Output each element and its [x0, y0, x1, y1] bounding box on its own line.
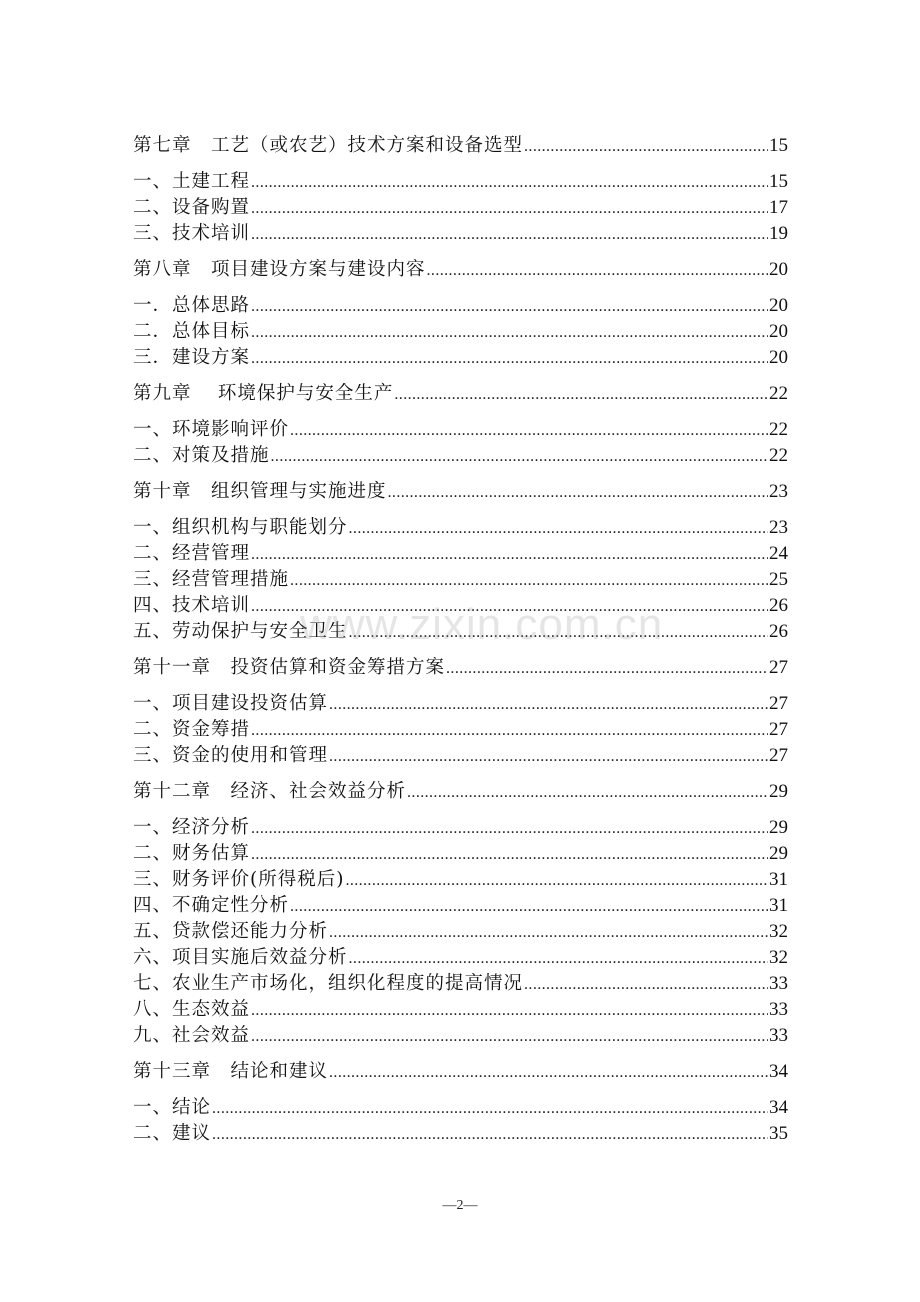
toc-section-entry[interactable] [133, 971, 788, 997]
toc-leader-dots [251, 842, 768, 868]
toc-entry-title: 第十三章 结论和建议 [133, 1061, 329, 1082]
toc-leader-dots [349, 946, 768, 972]
toc-entry-title: 第十一章 投资估算和资金筹措方案 [133, 657, 446, 678]
toc-entry-page: 22 [769, 383, 788, 404]
toc-entry-title: 一、项目建设投资估算 [133, 693, 329, 714]
toc-leader-dots [251, 998, 768, 1024]
toc-entry-page: 20 [769, 259, 788, 280]
toc-entry-title: 二、建议 [133, 1123, 212, 1144]
toc-chapter-entry[interactable] [133, 1059, 788, 1085]
toc-entry-title: 四、技术培训 [133, 595, 251, 616]
toc-leader-dots [524, 972, 768, 998]
toc-chapter-entry[interactable] [133, 479, 788, 505]
toc-leader-dots [446, 656, 768, 682]
toc-entry-title: 二．总体目标 [133, 321, 251, 342]
toc-entry-title: 一、结论 [133, 1097, 212, 1118]
toc-entry-title: 二、对策及措施 [133, 445, 270, 466]
toc-entry-page: 27 [769, 693, 788, 714]
toc-entry-title: 一、组织机构与职能划分 [133, 517, 348, 538]
toc-entry-title: 一、经济分析 [133, 817, 251, 838]
toc-entry-page: 31 [769, 869, 788, 890]
toc-entry-page: 33 [769, 973, 788, 994]
toc-section-entry[interactable] [133, 417, 788, 443]
toc-chapter-entry[interactable] [133, 381, 788, 407]
toc-section-entry[interactable] [133, 815, 788, 841]
toc-entry-page: 19 [769, 223, 788, 244]
toc-entry-title: 三、资金的使用和管理 [133, 745, 329, 766]
toc-entry-title: 一、环境影响评价 [133, 419, 290, 440]
toc-entry-title: 第七章 工艺（或农艺）技术方案和设备选型 [133, 135, 524, 156]
toc-entry-title: 二、设备购置 [133, 197, 251, 218]
toc-entry-title: 四、不确定性分析 [133, 895, 290, 916]
toc-entry-title: 第十二章 经济、社会效益分析 [133, 781, 407, 802]
toc-leader-dots [349, 516, 768, 542]
toc-leader-dots [524, 134, 768, 160]
toc-entry-page: 22 [769, 445, 788, 466]
toc-section-entry[interactable] [133, 221, 788, 247]
toc-leader-dots [290, 568, 768, 594]
toc-entry-title: 五、贷款偿还能力分析 [133, 921, 329, 942]
toc-entry-page: 34 [769, 1097, 788, 1118]
toc-section-entry[interactable] [133, 443, 788, 469]
toc-entry-page: 29 [769, 843, 788, 864]
toc-leader-dots [394, 382, 768, 408]
toc-section-entry[interactable] [133, 1121, 788, 1147]
toc-entry-title: 第十章 组织管理与实施进度 [133, 481, 387, 502]
toc-leader-dots [251, 816, 768, 842]
toc-entry-title: 七、农业生产市场化，组织化程度的提高情况 [133, 973, 524, 994]
toc-leader-dots [251, 542, 768, 568]
toc-entry-title: 一、土建工程 [133, 171, 251, 192]
toc-entry-page: 20 [769, 347, 788, 368]
toc-entry-page: 31 [769, 895, 788, 916]
toc-entry-title: 一．总体思路 [133, 295, 251, 316]
toc-leader-dots [251, 170, 768, 196]
toc-section-entry[interactable] [133, 691, 788, 717]
toc-leader-dots [290, 894, 768, 920]
toc-entry-title: 三、经营管理措施 [133, 569, 290, 590]
toc-leader-dots [251, 320, 768, 346]
toc-leader-dots [427, 258, 768, 284]
toc-leader-dots [251, 196, 768, 222]
toc-entry-title: 三、技术培训 [133, 223, 251, 244]
toc-entry-title: 二、资金筹措 [133, 719, 251, 740]
toc-entry-title: 五、劳动保护与安全卫生 [133, 621, 348, 642]
toc-entry-page: 29 [769, 781, 788, 802]
toc-section-entry[interactable] [133, 169, 788, 195]
toc-entry-title: 第九章 环境保护与安全生产 [133, 383, 394, 404]
toc-section-entry[interactable] [133, 867, 788, 893]
toc-leader-dots [329, 744, 768, 770]
toc-entry-page: 27 [769, 657, 788, 678]
toc-section-entry[interactable] [133, 997, 788, 1023]
toc-leader-dots [251, 294, 768, 320]
toc-entry-page: 20 [769, 295, 788, 316]
watermark: www.zixin.com.cn [300, 600, 664, 649]
page-number: —2— [442, 1198, 478, 1213]
toc-entry-page: 33 [769, 1025, 788, 1046]
toc-leader-dots [212, 1122, 768, 1148]
toc-entry-page: 26 [769, 621, 788, 642]
toc-section-entry[interactable] [133, 515, 788, 541]
toc-entry-page: 34 [769, 1061, 788, 1082]
toc-section-entry[interactable] [133, 919, 788, 945]
toc-section-entry[interactable] [133, 1023, 788, 1049]
toc-section-entry[interactable] [133, 567, 788, 593]
toc-section-entry[interactable] [133, 743, 788, 769]
toc-entry-title: 六、项目实施后效益分析 [133, 947, 348, 968]
toc-entry-page: 17 [769, 197, 788, 218]
toc-leader-dots [329, 920, 768, 946]
toc-section-entry[interactable] [133, 541, 788, 567]
toc-entry-page: 32 [769, 947, 788, 968]
toc-entry-page: 27 [769, 719, 788, 740]
toc-leader-dots [251, 222, 768, 248]
toc-entry-page: 23 [769, 517, 788, 538]
toc-entry-page: 23 [769, 481, 788, 502]
toc-leader-dots [290, 418, 768, 444]
toc-leader-dots [271, 444, 768, 470]
toc-leader-dots [329, 1060, 768, 1086]
toc-entry-page: 20 [769, 321, 788, 342]
toc-entry-page: 15 [769, 171, 788, 192]
toc-entry-page: 15 [769, 135, 788, 156]
toc-entry-title: 三．建设方案 [133, 347, 251, 368]
toc-section-entry[interactable] [133, 893, 788, 919]
toc-entry-title: 二、财务估算 [133, 843, 251, 864]
toc-section-entry[interactable] [133, 717, 788, 743]
toc-chapter-entry[interactable] [133, 779, 788, 805]
toc-entry-title: 第八章 项目建设方案与建设内容 [133, 259, 426, 280]
toc-entry-page: 22 [769, 419, 788, 440]
toc-section-entry[interactable] [133, 293, 788, 319]
toc-entry-title: 九、社会效益 [133, 1025, 251, 1046]
toc-entry-page: 25 [769, 569, 788, 590]
toc-chapter-entry[interactable] [133, 257, 788, 283]
toc-section-entry[interactable] [133, 945, 788, 971]
toc-chapter-entry[interactable] [133, 655, 788, 681]
toc-leader-dots [212, 1096, 768, 1122]
toc-section-entry[interactable] [133, 1095, 788, 1121]
toc-entry-page: 29 [769, 817, 788, 838]
toc-leader-dots [345, 868, 768, 894]
toc-leader-dots [251, 1024, 768, 1050]
toc-section-entry[interactable] [133, 319, 788, 345]
toc-entry-title: 八、生态效益 [133, 999, 251, 1020]
toc-section-entry[interactable] [133, 195, 788, 221]
toc-leader-dots [251, 718, 768, 744]
toc-section-entry[interactable] [133, 345, 788, 371]
toc-entry-page: 35 [769, 1123, 788, 1144]
toc-section-entry[interactable] [133, 841, 788, 867]
toc-entry-title: 二、经营管理 [133, 543, 251, 564]
toc-leader-dots [329, 692, 768, 718]
toc-leader-dots [388, 480, 768, 506]
toc-entry-page: 24 [769, 543, 788, 564]
toc-entry-page: 32 [769, 921, 788, 942]
toc-chapter-entry[interactable] [133, 133, 788, 159]
toc-leader-dots [407, 780, 768, 806]
toc-entry-page: 27 [769, 745, 788, 766]
toc-entry-title: 三、财务评价(所得税后) [133, 869, 345, 890]
toc-entry-page: 33 [769, 999, 788, 1020]
toc-entry-page: 26 [769, 595, 788, 616]
toc-leader-dots [251, 346, 768, 372]
